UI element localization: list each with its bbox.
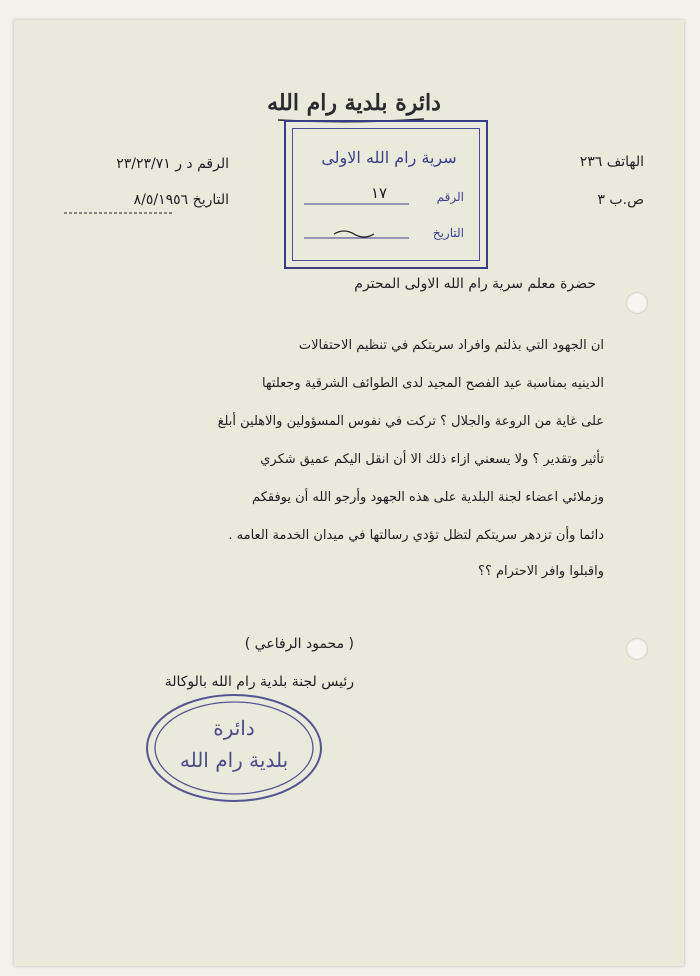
letter-page — [14, 20, 684, 966]
letterhead-title: دائرة بلدية رام الله — [267, 90, 441, 116]
receipt-stamp-lines — [304, 198, 414, 248]
salutation: حضرة معلم سرية رام الله الاولى المحترم — [354, 276, 596, 292]
seal-line-2: بلدية رام الله — [179, 748, 289, 772]
signatory-name: ( محمود الرفاعي ) — [244, 636, 354, 652]
po-box: ص.ب ٣ — [597, 192, 644, 208]
letter-date: التاريخ ٨/٥/١٩٥٦ — [133, 192, 229, 208]
date-underline — [64, 210, 174, 216]
receipt-stamp-ref-label: الرقم — [436, 190, 464, 204]
body-line-4: تأثير وتقدير ؟ ولا يسعني ازاء ذلك الا أن انقل اليكم عميق شكري — [260, 452, 604, 467]
receipt-stamp-date-label: التاريخ — [432, 226, 464, 240]
punch-hole-top — [626, 292, 648, 314]
body-line-5: وزملائي اعضاء لجنة البلدية على هذه الجهود وأرجو الله أن يوفقكم — [252, 490, 604, 505]
receipt-stamp-ref-value: ١٧ — [370, 184, 388, 202]
body-line-6: دائما وأن تزدهر سريتكم لتظل تؤدي رسالتها في ميدان الخدمة العامه . — [228, 528, 604, 543]
receipt-stamp-title: سرية رام الله الاولى — [321, 148, 457, 167]
seal-line-1: دائرة — [213, 716, 255, 740]
phone-number: الهاتف ٢٣٦ — [579, 154, 644, 170]
punch-hole-bottom — [626, 638, 648, 660]
body-line-3: على غاية من الروعة والجلال ؟ تركت في نفوس المسؤولين والاهلين أبلغ — [217, 414, 604, 429]
reference-number: الرقم د ر ٢٣/٢٣/٧١ — [116, 156, 229, 172]
signatory-title: رئيس لجنة بلدية رام الله بالوكالة — [164, 674, 354, 690]
body-line-2: الدينيه بمناسبة عيد الفصح المجيد لدى الطوائف الشرقية وجعلتها — [261, 376, 604, 391]
body-line-1: ان الجهود التي بذلتم وافراد سريتكم في تنظيم الاحتفالات — [298, 338, 604, 353]
closing-line: واقبلوا وافر الاحترام ؟؟ — [478, 564, 604, 579]
